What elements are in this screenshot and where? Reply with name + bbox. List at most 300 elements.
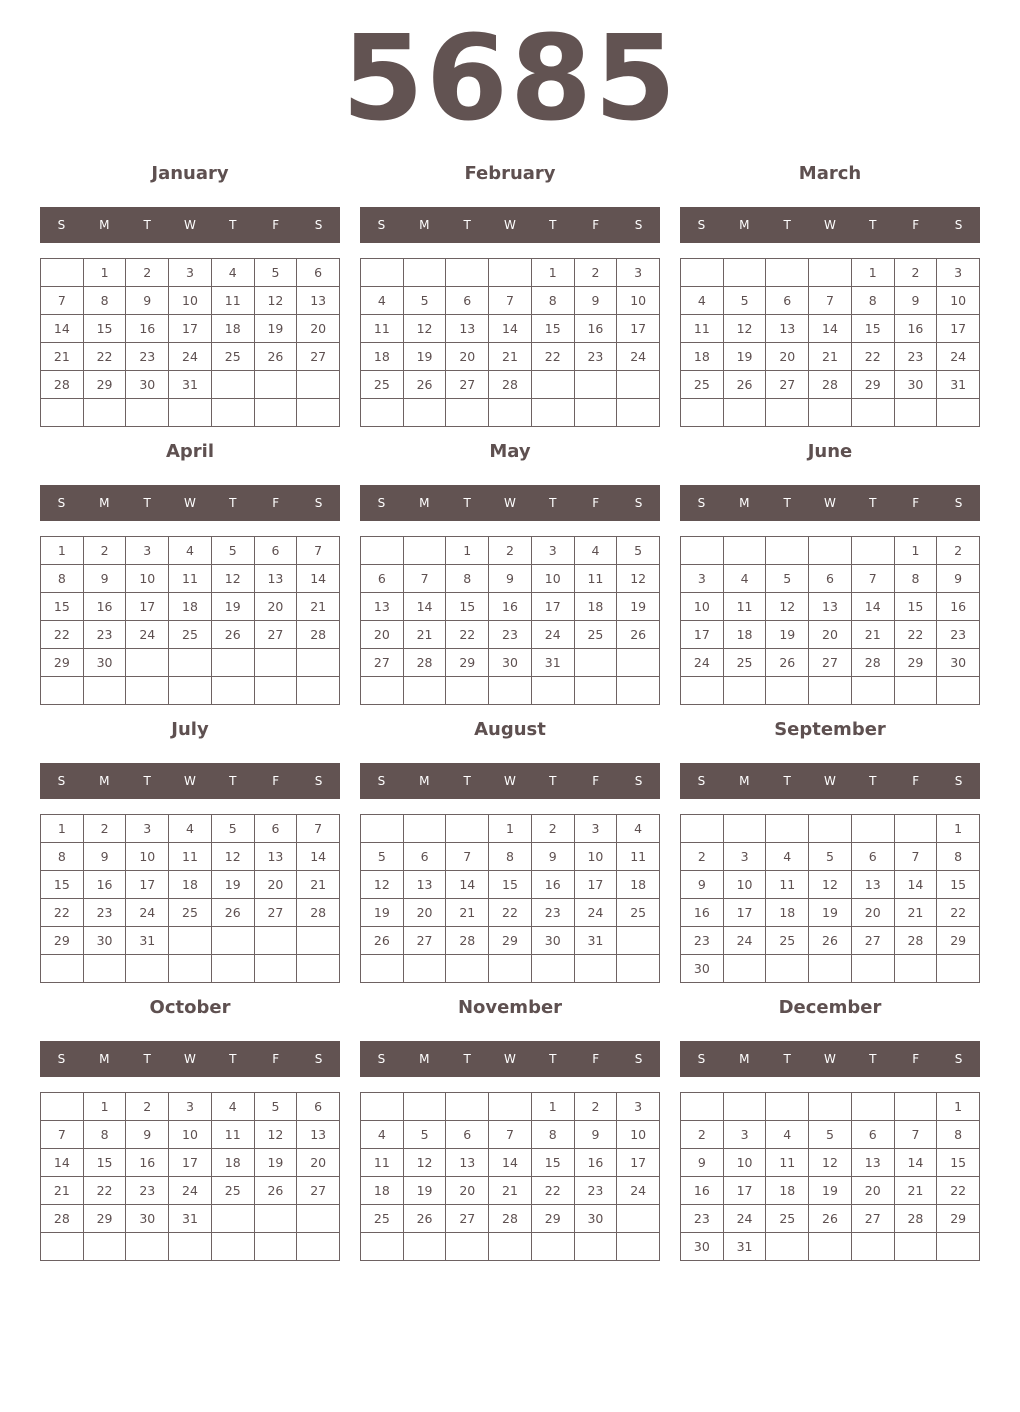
weekday-label: T (869, 218, 877, 232)
day-cell: 13 (297, 1121, 340, 1149)
month-name: October (149, 997, 231, 1018)
empty-day-cell (617, 677, 660, 705)
day-cell: 16 (681, 1177, 724, 1205)
weekday-label: T (143, 774, 151, 788)
day-grid (360, 814, 660, 983)
day-cell: 3 (724, 1121, 767, 1149)
day-cell: 13 (297, 287, 340, 315)
empty-day-cell (255, 1205, 298, 1233)
weekday-label: T (869, 1052, 877, 1066)
day-cell: 25 (575, 621, 618, 649)
weekday-label: T (869, 496, 877, 510)
empty-day-cell (809, 537, 852, 565)
month-name: September (774, 719, 886, 740)
weekday-header (40, 207, 340, 243)
weekday-label: T (463, 1052, 471, 1066)
day-cell: 14 (895, 1149, 938, 1177)
weekday-label: F (912, 1052, 920, 1066)
day-grid (40, 536, 340, 705)
day-cell: 27 (297, 343, 340, 371)
weekday-label: M (99, 218, 110, 232)
empty-day-cell (297, 1233, 340, 1261)
day-cell: 28 (489, 371, 532, 399)
day-cell: 14 (41, 1149, 84, 1177)
day-cell: 30 (126, 1205, 169, 1233)
day-cell: 25 (169, 899, 212, 927)
weekday-label: W (824, 496, 836, 510)
weekday-header (680, 207, 980, 243)
empty-day-cell (852, 1233, 895, 1261)
empty-day-cell (84, 677, 127, 705)
day-cell: 24 (575, 899, 618, 927)
day-cell: 24 (617, 343, 660, 371)
day-cell: 11 (575, 565, 618, 593)
day-cell: 25 (681, 371, 724, 399)
empty-day-cell (532, 371, 575, 399)
day-cell: 13 (361, 593, 404, 621)
day-cell: 27 (809, 649, 852, 677)
empty-day-cell (895, 677, 938, 705)
day-grid (680, 1092, 980, 1261)
empty-day-cell (937, 955, 980, 983)
month-september (680, 708, 980, 986)
day-cell: 2 (575, 259, 618, 287)
day-cell: 9 (681, 871, 724, 899)
day-cell: 5 (212, 815, 255, 843)
empty-day-cell (532, 1233, 575, 1261)
empty-day-cell (297, 649, 340, 677)
day-cell: 23 (575, 343, 618, 371)
day-cell: 24 (724, 927, 767, 955)
day-cell: 30 (937, 649, 980, 677)
day-cell: 2 (681, 1121, 724, 1149)
day-cell: 11 (766, 1149, 809, 1177)
day-grid (360, 536, 660, 705)
day-cell: 12 (404, 1149, 447, 1177)
empty-day-cell (255, 399, 298, 427)
day-cell: 6 (404, 843, 447, 871)
day-cell: 22 (84, 1177, 127, 1205)
empty-day-cell (937, 1233, 980, 1261)
day-cell: 30 (84, 649, 127, 677)
day-cell: 14 (297, 565, 340, 593)
day-cell: 29 (532, 1205, 575, 1233)
day-cell: 2 (489, 537, 532, 565)
empty-day-cell (724, 955, 767, 983)
weekday-label: F (912, 774, 920, 788)
day-cell: 5 (404, 1121, 447, 1149)
weekday-header (360, 485, 660, 521)
day-cell: 27 (852, 927, 895, 955)
day-cell: 24 (532, 621, 575, 649)
day-cell: 8 (41, 565, 84, 593)
day-cell: 13 (809, 593, 852, 621)
day-grid (40, 258, 340, 427)
weekday-label: T (463, 496, 471, 510)
empty-day-cell (169, 399, 212, 427)
day-cell: 30 (126, 371, 169, 399)
day-cell: 1 (41, 815, 84, 843)
weekday-header (360, 1041, 660, 1077)
day-cell: 6 (852, 843, 895, 871)
day-cell: 27 (297, 1177, 340, 1205)
weekday-label: M (419, 774, 430, 788)
empty-day-cell (361, 399, 404, 427)
day-cell: 1 (84, 259, 127, 287)
month-december (680, 986, 980, 1264)
empty-day-cell (169, 955, 212, 983)
day-cell: 27 (446, 371, 489, 399)
empty-day-cell (617, 955, 660, 983)
weekday-label: T (549, 774, 557, 788)
day-cell: 1 (937, 815, 980, 843)
day-cell: 22 (895, 621, 938, 649)
weekday-header (40, 763, 340, 799)
empty-day-cell (489, 259, 532, 287)
day-cell: 23 (489, 621, 532, 649)
empty-day-cell (809, 815, 852, 843)
day-cell: 27 (852, 1205, 895, 1233)
weekday-label: M (739, 218, 750, 232)
day-cell: 24 (617, 1177, 660, 1205)
day-cell: 30 (532, 927, 575, 955)
day-cell: 18 (212, 315, 255, 343)
day-cell: 25 (361, 371, 404, 399)
day-cell: 15 (446, 593, 489, 621)
day-cell: 7 (446, 843, 489, 871)
empty-day-cell (169, 649, 212, 677)
day-cell: 6 (852, 1121, 895, 1149)
day-cell: 12 (255, 287, 298, 315)
empty-day-cell (766, 1093, 809, 1121)
day-cell: 28 (489, 1205, 532, 1233)
day-cell: 2 (84, 537, 127, 565)
weekday-label: T (549, 496, 557, 510)
empty-day-cell (169, 927, 212, 955)
day-cell: 21 (297, 871, 340, 899)
empty-day-cell (212, 399, 255, 427)
weekday-label: F (272, 774, 280, 788)
day-cell: 5 (255, 1093, 298, 1121)
day-cell: 20 (255, 871, 298, 899)
day-cell: 22 (489, 899, 532, 927)
day-cell: 14 (297, 843, 340, 871)
weekday-label: T (783, 1052, 791, 1066)
day-cell: 11 (617, 843, 660, 871)
day-cell: 1 (532, 259, 575, 287)
day-cell: 6 (255, 537, 298, 565)
weekday-header (360, 207, 660, 243)
day-cell: 4 (724, 565, 767, 593)
day-cell: 9 (681, 1149, 724, 1177)
weekday-label: S (57, 1052, 66, 1066)
day-cell: 24 (169, 343, 212, 371)
day-cell: 16 (126, 315, 169, 343)
day-cell: 13 (255, 565, 298, 593)
weekday-label: S (954, 496, 963, 510)
day-cell: 31 (937, 371, 980, 399)
day-cell: 7 (41, 1121, 84, 1149)
weekday-label: T (229, 496, 237, 510)
day-cell: 13 (852, 871, 895, 899)
day-cell: 20 (361, 621, 404, 649)
day-cell: 5 (404, 287, 447, 315)
empty-day-cell (255, 649, 298, 677)
weekday-label: S (697, 496, 706, 510)
day-cell: 20 (852, 899, 895, 927)
day-cell: 21 (895, 1177, 938, 1205)
empty-day-cell (255, 371, 298, 399)
day-grid (680, 258, 980, 427)
weekday-label: S (57, 774, 66, 788)
weekday-label: S (57, 218, 66, 232)
day-cell: 10 (724, 1149, 767, 1177)
day-cell: 21 (809, 343, 852, 371)
day-cell: 23 (575, 1177, 618, 1205)
weekday-label: W (504, 496, 516, 510)
day-cell: 10 (126, 565, 169, 593)
day-cell: 28 (297, 899, 340, 927)
empty-day-cell (255, 677, 298, 705)
day-cell: 31 (532, 649, 575, 677)
empty-day-cell (41, 259, 84, 287)
month-name: November (457, 997, 563, 1018)
weekday-label: S (377, 218, 386, 232)
weekday-label: W (504, 774, 516, 788)
weekday-label: W (184, 218, 196, 232)
day-cell: 27 (404, 927, 447, 955)
day-cell: 11 (169, 565, 212, 593)
empty-day-cell (361, 259, 404, 287)
empty-day-cell (212, 1233, 255, 1261)
month-may (360, 430, 660, 708)
day-cell: 27 (446, 1205, 489, 1233)
day-cell: 22 (41, 899, 84, 927)
day-cell: 28 (41, 1205, 84, 1233)
weekday-header (680, 763, 980, 799)
empty-day-cell (404, 537, 447, 565)
weekday-header (680, 485, 980, 521)
day-cell: 8 (446, 565, 489, 593)
day-cell: 18 (766, 1177, 809, 1205)
day-cell: 21 (404, 621, 447, 649)
month-june (680, 430, 980, 708)
day-cell: 8 (489, 843, 532, 871)
empty-day-cell (404, 399, 447, 427)
day-cell: 19 (809, 899, 852, 927)
day-cell: 15 (489, 871, 532, 899)
empty-day-cell (41, 399, 84, 427)
day-cell: 7 (809, 287, 852, 315)
empty-day-cell (126, 955, 169, 983)
empty-day-cell (446, 399, 489, 427)
day-cell: 11 (361, 1149, 404, 1177)
day-cell: 25 (724, 649, 767, 677)
weekday-label: T (143, 1052, 151, 1066)
day-cell: 15 (937, 871, 980, 899)
day-cell: 24 (724, 1205, 767, 1233)
day-cell: 12 (212, 565, 255, 593)
day-cell: 17 (937, 315, 980, 343)
empty-day-cell (489, 399, 532, 427)
day-cell: 18 (169, 593, 212, 621)
weekday-label: M (739, 496, 750, 510)
month-name: July (171, 719, 209, 740)
month-january (40, 152, 340, 430)
empty-day-cell (126, 399, 169, 427)
day-cell: 19 (404, 343, 447, 371)
empty-day-cell (532, 677, 575, 705)
day-cell: 20 (297, 315, 340, 343)
day-cell: 2 (895, 259, 938, 287)
empty-day-cell (575, 1233, 618, 1261)
empty-day-cell (681, 677, 724, 705)
day-cell: 12 (724, 315, 767, 343)
day-cell: 14 (446, 871, 489, 899)
empty-day-cell (446, 259, 489, 287)
day-cell: 2 (681, 843, 724, 871)
weekday-label: S (634, 496, 643, 510)
empty-day-cell (84, 399, 127, 427)
empty-day-cell (446, 815, 489, 843)
day-cell: 31 (169, 371, 212, 399)
empty-day-cell (361, 537, 404, 565)
day-cell: 3 (617, 259, 660, 287)
weekday-label: T (229, 774, 237, 788)
weekday-label: M (419, 218, 430, 232)
weekday-header (680, 1041, 980, 1077)
month-april (40, 430, 340, 708)
empty-day-cell (84, 1233, 127, 1261)
empty-day-cell (361, 1233, 404, 1261)
empty-day-cell (724, 537, 767, 565)
day-cell: 11 (212, 1121, 255, 1149)
day-grid (680, 814, 980, 983)
day-cell: 5 (809, 843, 852, 871)
weekday-label: T (783, 774, 791, 788)
day-cell: 8 (937, 1121, 980, 1149)
day-cell: 9 (575, 287, 618, 315)
day-cell: 6 (255, 815, 298, 843)
empty-day-cell (212, 955, 255, 983)
day-cell: 23 (532, 899, 575, 927)
day-cell: 3 (617, 1093, 660, 1121)
day-cell: 22 (532, 1177, 575, 1205)
day-cell: 18 (169, 871, 212, 899)
day-cell: 10 (937, 287, 980, 315)
day-cell: 28 (895, 927, 938, 955)
day-cell: 10 (126, 843, 169, 871)
day-cell: 4 (617, 815, 660, 843)
day-cell: 6 (446, 287, 489, 315)
weekday-label: F (912, 496, 920, 510)
empty-day-cell (617, 371, 660, 399)
day-cell: 29 (84, 1205, 127, 1233)
day-cell: 4 (212, 259, 255, 287)
empty-day-cell (489, 677, 532, 705)
day-cell: 31 (169, 1205, 212, 1233)
empty-day-cell (724, 399, 767, 427)
day-cell: 16 (532, 871, 575, 899)
day-cell: 10 (169, 1121, 212, 1149)
day-cell: 12 (617, 565, 660, 593)
empty-day-cell (404, 677, 447, 705)
day-cell: 7 (297, 815, 340, 843)
empty-day-cell (41, 677, 84, 705)
empty-day-cell (766, 537, 809, 565)
weekday-label: T (143, 218, 151, 232)
month-march (680, 152, 980, 430)
day-cell: 22 (852, 343, 895, 371)
weekday-label: T (783, 218, 791, 232)
weekday-label: S (697, 218, 706, 232)
day-cell: 1 (895, 537, 938, 565)
day-cell: 17 (724, 899, 767, 927)
empty-day-cell (404, 955, 447, 983)
weekday-label: T (783, 496, 791, 510)
day-cell: 6 (297, 1093, 340, 1121)
empty-day-cell (852, 677, 895, 705)
day-cell: 7 (489, 287, 532, 315)
empty-day-cell (766, 399, 809, 427)
day-cell: 5 (766, 565, 809, 593)
day-cell: 18 (766, 899, 809, 927)
empty-day-cell (766, 259, 809, 287)
day-cell: 23 (126, 1177, 169, 1205)
day-cell: 14 (489, 315, 532, 343)
empty-day-cell (766, 1233, 809, 1261)
day-cell: 27 (255, 899, 298, 927)
day-cell: 3 (575, 815, 618, 843)
empty-day-cell (41, 1233, 84, 1261)
day-cell: 15 (84, 1149, 127, 1177)
empty-day-cell (766, 955, 809, 983)
day-cell: 1 (852, 259, 895, 287)
day-cell: 18 (724, 621, 767, 649)
empty-day-cell (575, 399, 618, 427)
day-cell: 4 (575, 537, 618, 565)
empty-day-cell (852, 815, 895, 843)
day-cell: 5 (724, 287, 767, 315)
day-cell: 11 (766, 871, 809, 899)
day-cell: 2 (126, 1093, 169, 1121)
day-cell: 15 (532, 1149, 575, 1177)
day-cell: 17 (575, 871, 618, 899)
month-name: May (489, 441, 531, 462)
empty-day-cell (852, 537, 895, 565)
day-cell: 28 (404, 649, 447, 677)
weekday-label: M (739, 774, 750, 788)
empty-day-cell (809, 1233, 852, 1261)
day-cell: 15 (41, 871, 84, 899)
empty-day-cell (766, 815, 809, 843)
empty-day-cell (895, 1093, 938, 1121)
day-cell: 4 (212, 1093, 255, 1121)
months-grid (40, 152, 980, 1264)
day-cell: 16 (489, 593, 532, 621)
day-cell: 26 (617, 621, 660, 649)
weekday-label: M (739, 1052, 750, 1066)
day-cell: 4 (169, 815, 212, 843)
day-cell: 8 (41, 843, 84, 871)
day-cell: 5 (617, 537, 660, 565)
weekday-label: F (592, 218, 600, 232)
empty-day-cell (169, 1233, 212, 1261)
day-cell: 18 (361, 343, 404, 371)
day-cell: 20 (852, 1177, 895, 1205)
weekday-label: S (377, 1052, 386, 1066)
day-cell: 13 (446, 315, 489, 343)
